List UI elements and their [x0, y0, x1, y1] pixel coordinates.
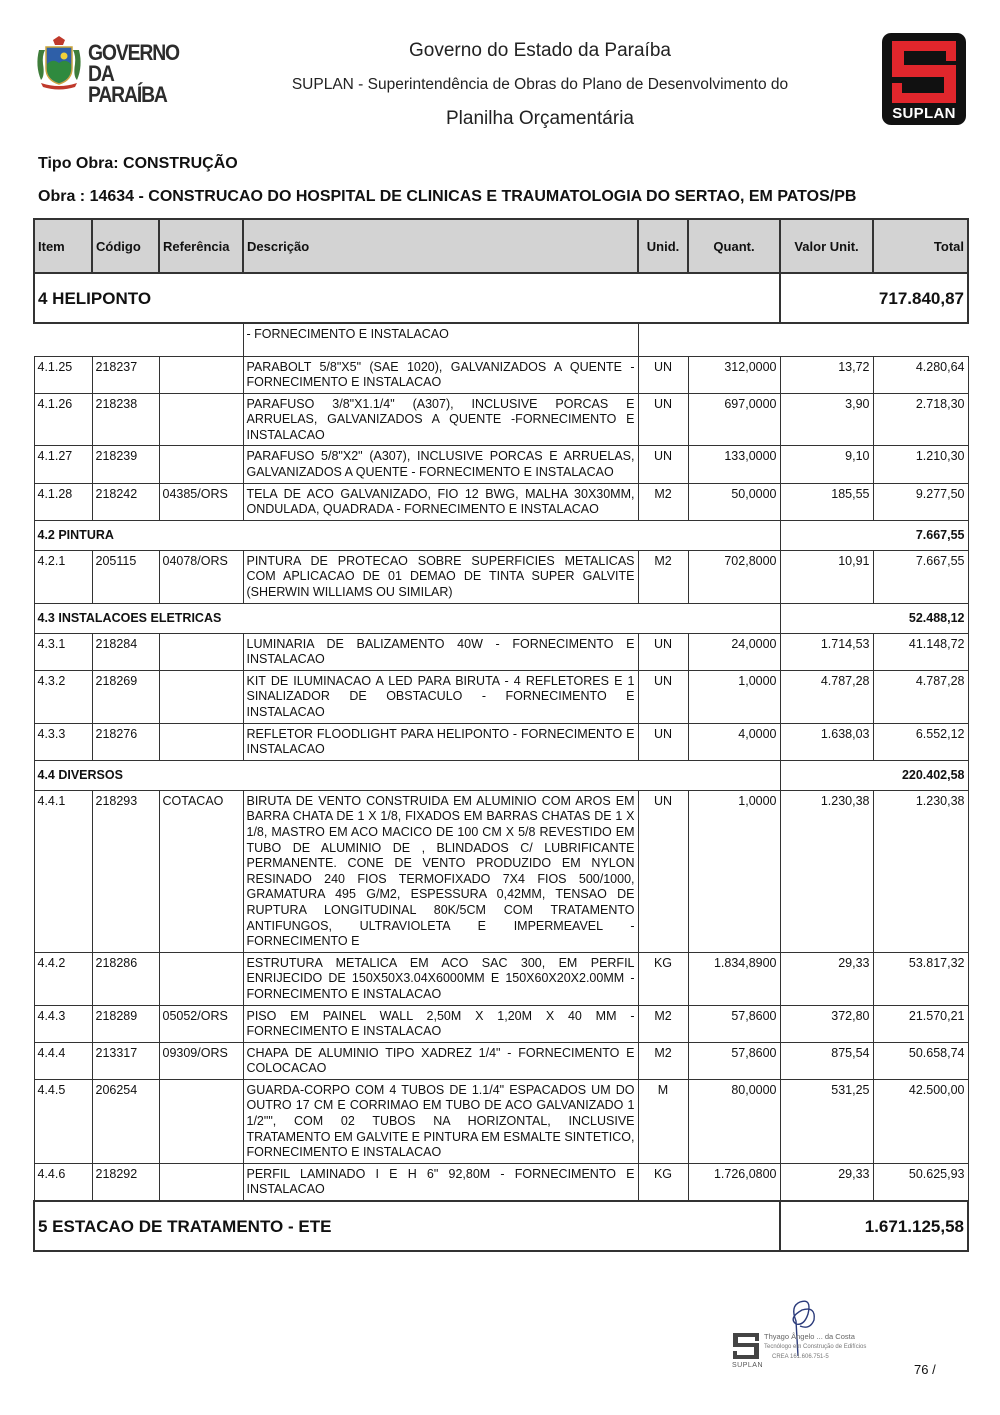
cell-quant: 1,0000 — [688, 790, 780, 952]
cell-valor-unit: 1.230,38 — [780, 790, 873, 952]
cell-codigo: 218238 — [92, 393, 159, 446]
cell-codigo: 218276 — [92, 723, 159, 760]
table-row — [34, 670, 968, 723]
cell-item: 4.3.2 — [34, 670, 92, 723]
cell-quant: 57,8600 — [688, 1042, 780, 1079]
cell-codigo: 205115 — [92, 550, 159, 603]
cell-valor-unit: 875,54 — [780, 1042, 873, 1079]
cell-referencia — [159, 1163, 243, 1201]
cell-descricao: ESTRUTURA METALICA EM ACO SAC 300, EM PERFIL ENRIJECIDO DE 150X50X3.04X6000MM E 150X60X20X2.00MM - FORNECIMENTO E INSTALACAO — [243, 952, 638, 1005]
cell-item: 4.2.1 — [34, 550, 92, 603]
col-header-referencia: Referência — [159, 219, 243, 273]
table-row — [34, 483, 968, 520]
cell-item: 4.3.3 — [34, 723, 92, 760]
table-row — [34, 1079, 968, 1163]
table-row — [34, 393, 968, 446]
section-label: 4.2 PINTURA — [34, 520, 780, 550]
table-row — [34, 723, 968, 760]
section-row-instalacoes-eletricas — [34, 603, 968, 633]
cell-referencia: COTACAO — [159, 790, 243, 952]
col-header-codigo: Código — [92, 219, 159, 273]
col-header-unid: Unid. — [638, 219, 688, 273]
cell-referencia — [159, 670, 243, 723]
col-header-total: Total — [873, 219, 968, 273]
cell-item: 4.4.2 — [34, 952, 92, 1005]
tipo-obra: Tipo Obra: CONSTRUÇÃO — [38, 155, 238, 172]
cell-descricao: PISO EM PAINEL WALL 2,50M X 1,20M X 40 MM - FORNECIMENTO E INSTALACAO — [243, 1005, 638, 1042]
cell-quant: 4,0000 — [688, 723, 780, 760]
budget-table — [33, 218, 969, 1252]
cell-referencia — [159, 1079, 243, 1163]
cell-total: 42.500,00 — [873, 1079, 968, 1163]
cell-valor-unit: 29,33 — [780, 1163, 873, 1201]
col-header-valor-unit: Valor Unit. — [780, 219, 873, 273]
cell-item: 4.1.28 — [34, 483, 92, 520]
cell-codigo: 218292 — [92, 1163, 159, 1201]
table-row — [34, 790, 968, 952]
group-row-heliponto — [34, 273, 968, 323]
table-row — [34, 1005, 968, 1042]
cell-unid: UN — [638, 356, 688, 393]
section-row-diversos — [34, 760, 968, 790]
cell-unid: M — [638, 1079, 688, 1163]
cell-unid: UN — [638, 790, 688, 952]
cell-item: 4.4.5 — [34, 1079, 92, 1163]
cell-codigo: 218293 — [92, 790, 159, 952]
table-header-row — [34, 219, 968, 273]
section-total: 220.402,58 — [780, 760, 968, 790]
cell-valor-unit: 13,72 — [780, 356, 873, 393]
cell-descricao: PARAFUSO 5/8"X2" (A307), INCLUSIVE PORCAS E ARRUELAS, GALVANIZADOS A QUENTE - FORNECIMENTO E INSTALACAO — [243, 446, 638, 483]
group-label: 4 HELIPONTO — [34, 273, 780, 323]
section-total: 7.667,55 — [780, 520, 968, 550]
cell-referencia — [159, 393, 243, 446]
cell-valor-unit: 531,25 — [780, 1079, 873, 1163]
cell-unid: UN — [638, 633, 688, 670]
suplan-s-icon — [890, 39, 958, 105]
continuation-description: - FORNECIMENTO E INSTALACAO — [243, 323, 638, 356]
suplan-logo-text: SUPLAN — [892, 105, 956, 122]
cell-total: 2.718,30 — [873, 393, 968, 446]
group-total: 1.671.125,58 — [780, 1201, 968, 1251]
cell-codigo: 218237 — [92, 356, 159, 393]
section-row-pintura — [34, 520, 968, 550]
group-label: 5 ESTACAO DE TRATAMENTO - ETE — [34, 1201, 780, 1251]
cell-total: 4.280,64 — [873, 356, 968, 393]
cell-unid: UN — [638, 723, 688, 760]
cell-unid: UN — [638, 446, 688, 483]
cell-total: 50.625,93 — [873, 1163, 968, 1201]
table-row — [34, 356, 968, 393]
cell-descricao: PERFIL LAMINADO I E H 6" 92,80M - FORNECIMENTO E INSTALACAO — [243, 1163, 638, 1201]
cell-referencia — [159, 723, 243, 760]
cell-quant: 702,8000 — [688, 550, 780, 603]
table-row — [34, 1163, 968, 1201]
sheet-title: Planilha Orçamentária — [446, 108, 634, 129]
cell-quant: 312,0000 — [688, 356, 780, 393]
cell-total: 9.277,50 — [873, 483, 968, 520]
cell-descricao: KIT DE ILUMINACAO A LED PARA BIRUTA - 4 REFLETORES E 1 SINALIZADOR DE OBSTACULO - FORNECIMENTO E INSTALACAO — [243, 670, 638, 723]
stamp-name: Thyago Ângelo ... da Costa — [764, 1332, 855, 1341]
cell-codigo: 213317 — [92, 1042, 159, 1079]
cell-referencia — [159, 952, 243, 1005]
cell-referencia — [159, 356, 243, 393]
obra-title: Obra : 14634 - CONSTRUCAO DO HOSPITAL DE CLINICAS E TRAUMATOLOGIA DO SERTAO, EM PATOS/PB — [38, 188, 857, 205]
cell-codigo: 218239 — [92, 446, 159, 483]
cell-unid: M2 — [638, 483, 688, 520]
header-subtitle: SUPLAN - Superintendência de Obras do Plano de Desenvolvimento do — [291, 76, 789, 93]
cell-referencia: 09309/ORS — [159, 1042, 243, 1079]
cell-unid: KG — [638, 1163, 688, 1201]
cell-item: 4.1.25 — [34, 356, 92, 393]
cell-quant: 1,0000 — [688, 670, 780, 723]
cell-descricao: LUMINARIA DE BALIZAMENTO 40W - FORNECIMENTO E INSTALACAO — [243, 633, 638, 670]
suplan-logo — [882, 33, 966, 125]
cell-valor-unit: 4.787,28 — [780, 670, 873, 723]
header-title: Governo do Estado da Paraíba — [409, 40, 671, 61]
stamp-logo-text: SUPLAN — [732, 1362, 764, 1369]
gov-logo-line1: GOVERNO — [88, 40, 179, 65]
cell-referencia — [159, 446, 243, 483]
cell-valor-unit: 29,33 — [780, 952, 873, 1005]
cell-item: 4.4.1 — [34, 790, 92, 952]
cell-valor-unit: 3,90 — [780, 393, 873, 446]
cell-total: 7.667,55 — [873, 550, 968, 603]
cell-quant: 133,0000 — [688, 446, 780, 483]
cell-descricao: BIRUTA DE VENTO CONSTRUIDA EM ALUMINIO COM AROS EM BARRA CHATA DE 1 X 1/8, FIXADOS EM BARRAS CHATAS DE 1 X 1/8, MASTRO EM ACO MACICO DE 100 CM X 5/8 REVESTIDO EM TUBO DE ALUMINIO DE , BLINDADOS C/ LUBRIFICANTE PERMANENTE. CONE DE VENTO PRODUZIDO EM NYLON RESINADO 240 FIOS TERMOFIXADO 7X4 FIOS 500/1000, GRAMATURA 495 G/M2, ESPESSURA 0,42MM, TENSAO DE RUPTURA LONGITUDINAL 80K/5CM COM TRATAMENTO ANTIFUNGOS, ULTRAVIOLETA E IMPERMEAVEL - FORNECIMENTO E — [243, 790, 638, 952]
table-row — [34, 633, 968, 670]
section-label: 4.3 INSTALACOES ELETRICAS — [34, 603, 780, 633]
cell-valor-unit: 372,80 — [780, 1005, 873, 1042]
cell-quant: 1.834,8900 — [688, 952, 780, 1005]
cell-unid: UN — [638, 393, 688, 446]
cell-quant: 24,0000 — [688, 633, 780, 670]
table-row — [34, 550, 968, 603]
signature-stamp — [730, 1296, 870, 1371]
cell-total: 1.210,30 — [873, 446, 968, 483]
continuation-row — [34, 323, 968, 356]
cell-valor-unit: 1.714,53 — [780, 633, 873, 670]
cell-codigo: 218286 — [92, 952, 159, 1005]
cell-total: 53.817,32 — [873, 952, 968, 1005]
cell-descricao: REFLETOR FLOODLIGHT PARA HELIPONTO - FORNECIMENTO E INSTALACAO — [243, 723, 638, 760]
cell-item: 4.1.27 — [34, 446, 92, 483]
stamp-role: Tecnólogo em Construção de Edifícios — [764, 1344, 867, 1350]
cell-codigo: 218242 — [92, 483, 159, 520]
cell-valor-unit: 185,55 — [780, 483, 873, 520]
cell-item: 4.4.4 — [34, 1042, 92, 1079]
cell-codigo: 218284 — [92, 633, 159, 670]
gov-logo-line2: DA PARAÍBA — [88, 61, 167, 107]
cell-descricao: PINTURA DE PROTECAO SOBRE SUPERFICIES METALICAS COM APLICACAO DE 01 DEMAO DE TINTA SUPER GALVITE (SHERWIN WILLIAMS OU SIMILAR) — [243, 550, 638, 603]
page-number: 76 / — [914, 1362, 936, 1377]
suplan-stamp-icon — [732, 1332, 760, 1362]
cell-item: 4.1.26 — [34, 393, 92, 446]
section-total: 52.488,12 — [780, 603, 968, 633]
cell-descricao: GUARDA-CORPO COM 4 TUBOS DE 1.1/4" ESPACADOS UM DO OUTRO 17 CM E CORRIMAO EM TUBO DE ACO GALVANIZADO 1 1/2"", COM 02 TUBOS NA HORIZONTAL, INCLUSIVE TRATAMENTO EM GALVITE E PINTURA EM ESMALTE SINTETICO, FORNECIMENTO E INSTALACAO — [243, 1079, 638, 1163]
cell-codigo: 218289 — [92, 1005, 159, 1042]
cell-codigo: 218269 — [92, 670, 159, 723]
cell-unid: KG — [638, 952, 688, 1005]
cell-descricao: PARAFUSO 3/8"X1.1/4" (A307), INCLUSIVE PORCAS E ARRUELAS, GALVANIZADOS A QUENTE -FORNECIMENTO E INSTALACAO — [243, 393, 638, 446]
cell-total: 21.570,21 — [873, 1005, 968, 1042]
cell-unid: M2 — [638, 1005, 688, 1042]
col-header-item: Item — [34, 219, 92, 273]
cell-descricao: CHAPA DE ALUMINIO TIPO XADREZ 1/4" - FORNECIMENTO E COLOCACAO — [243, 1042, 638, 1079]
cell-quant: 80,0000 — [688, 1079, 780, 1163]
cell-total: 6.552,12 — [873, 723, 968, 760]
cell-unid: M2 — [638, 1042, 688, 1079]
stamp-crea: CREA 161.606.751-5 — [772, 1354, 829, 1360]
cell-quant: 1.726,0800 — [688, 1163, 780, 1201]
group-row-estacao-tratamento — [34, 1201, 968, 1251]
section-label: 4.4 DIVERSOS — [34, 760, 780, 790]
cell-valor-unit: 9,10 — [780, 446, 873, 483]
cell-referencia: 04385/ORS — [159, 483, 243, 520]
cell-quant: 50,0000 — [688, 483, 780, 520]
group-total: 717.840,87 — [780, 273, 968, 323]
table-row — [34, 446, 968, 483]
col-header-descricao: Descrição — [243, 219, 638, 273]
cell-total: 50.658,74 — [873, 1042, 968, 1079]
cell-descricao: TELA DE ACO GALVANIZADO, FIO 12 BWG, MALHA 30X30MM, ONDULADA, QUADRADA - FORNECIMENTO E INSTALACAO — [243, 483, 638, 520]
cell-codigo: 206254 — [92, 1079, 159, 1163]
cell-referencia: 05052/ORS — [159, 1005, 243, 1042]
cell-quant: 57,8600 — [688, 1005, 780, 1042]
cell-valor-unit: 10,91 — [780, 550, 873, 603]
cell-total: 4.787,28 — [873, 670, 968, 723]
cell-valor-unit: 1.638,03 — [780, 723, 873, 760]
cell-quant: 697,0000 — [688, 393, 780, 446]
cell-item: 4.4.6 — [34, 1163, 92, 1201]
col-header-quant: Quant. — [688, 219, 780, 273]
cell-referencia — [159, 633, 243, 670]
cell-unid: M2 — [638, 550, 688, 603]
table-row — [34, 1042, 968, 1079]
cell-total: 1.230,38 — [873, 790, 968, 952]
cell-item: 4.4.3 — [34, 1005, 92, 1042]
cell-referencia: 04078/ORS — [159, 550, 243, 603]
cell-item: 4.3.1 — [34, 633, 92, 670]
cell-unid: UN — [638, 670, 688, 723]
table-row — [34, 952, 968, 1005]
cell-total: 41.148,72 — [873, 633, 968, 670]
cell-descricao: PARABOLT 5/8"X5" (SAE 1020), GALVANIZADOS A QUENTE - FORNECIMENTO E INSTALACAO — [243, 356, 638, 393]
